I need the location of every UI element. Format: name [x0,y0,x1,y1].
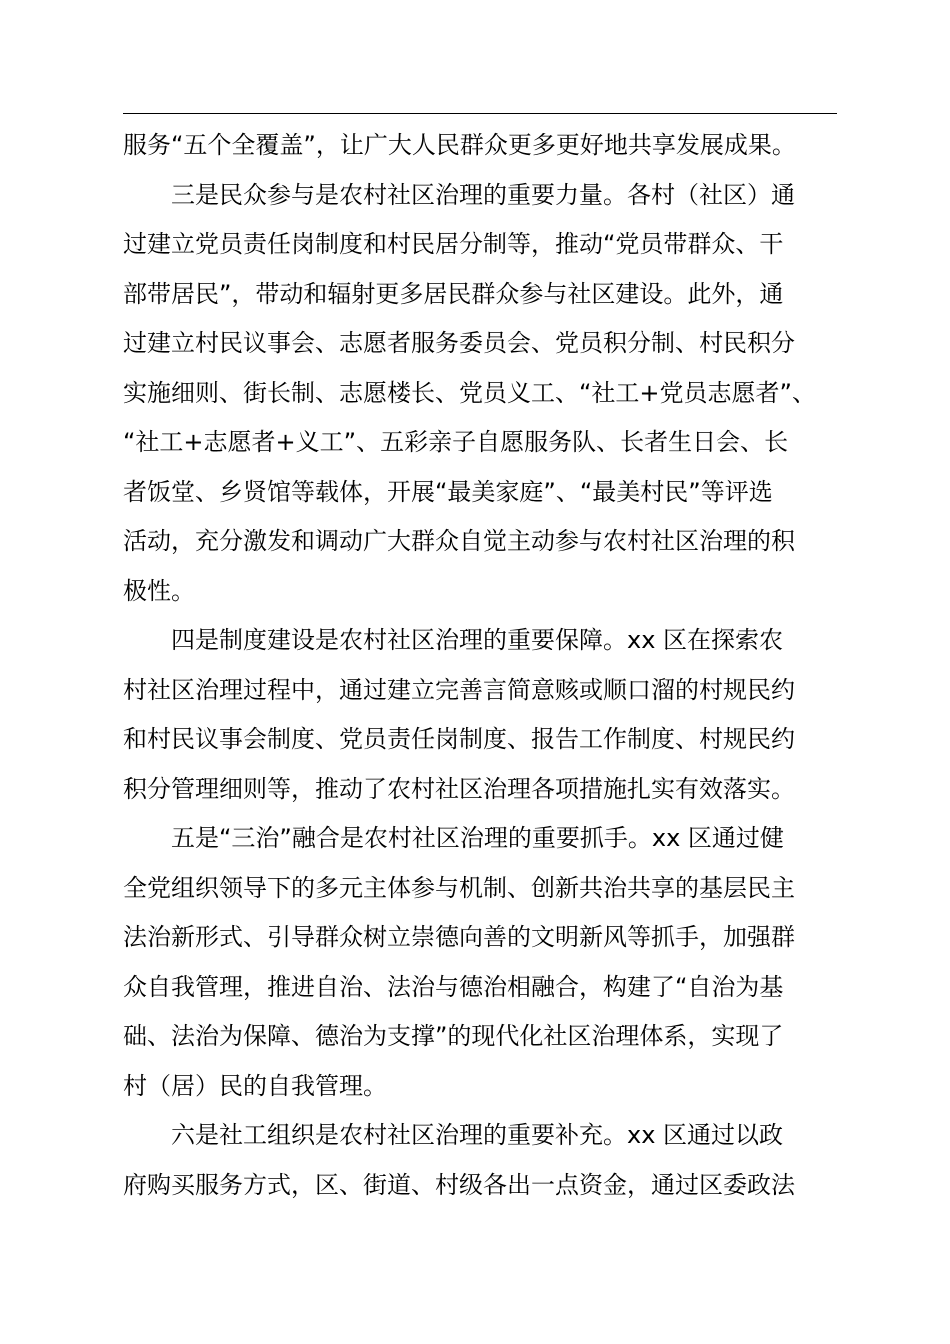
text-line: 六是社工组织是农村社区治理的重要补充。xx 区通过以政 [171,1121,784,1149]
text-line: 三是民众参与是农村社区治理的重要力量。各村（社区）通 [171,180,795,209]
header-rule [123,113,837,114]
paragraph-social-work [123,1111,837,1210]
text-line: 四是制度建设是农村社区治理的重要保障。xx 区在探索农 [171,626,784,654]
text-line: 积分管理细则等，推动了农村社区治理各项措施扎实有效落实。 [123,774,795,803]
text-line: 五是“三治”融合是农村社区治理的重要抓手。xx 区通过健 [171,824,784,852]
text-line: 实施细则、街长制、志愿楼长、党员义工、“社工+党员志愿者”、 [123,378,816,407]
document-body [123,121,837,1210]
text-line: 村社区治理过程中，通过建立完善言简意赅或顺口溜的村规民约 [123,675,795,704]
text-line: “社工+志愿者+义工”、五彩亲子自愿服务队、长者生日会、长 [123,428,789,456]
text-line: 法治新形式、引导群众树立崇德向善的文明新风等抓手，加强群 [123,923,795,951]
text-line: 过建立党员责任岗制度和村民居分制等，推动“党员带群众、干 [123,230,784,258]
paragraph-system-building [123,616,837,814]
paragraph-public-participation [123,171,837,617]
text-line: 者饭堂、乡贤馆等载体，开展“最美家庭”、“最美村民”等评选 [123,477,773,506]
text-line: 全党组织领导下的多元主体参与机制、创新共治共享的基层民主 [123,873,795,902]
text-line: 和村民议事会制度、党员责任岗制度、报告工作制度、村规民约 [123,725,795,753]
text-line: 过建立村民议事会、志愿者服务委员会、党员积分制、村民积分 [123,329,795,357]
paragraph-three-governance [123,814,837,1111]
paragraph-continuation [123,121,837,171]
text-line: 活动，充分激发和调动广大群众自觉主动参与农村社区治理的积 [123,527,795,555]
text-line: 村（居）民的自我管理。 [123,1071,387,1100]
text-line: 础、法治为保障、德治为支撑”的现代化社区治理体系，实现了 [123,1022,784,1050]
text-line: 府购买服务方式，区、街道、村级各出一点资金，通过区委政法 [123,1170,795,1199]
text-line: 部带居民”，带动和辐射更多居民群众参与社区建设。此外，通 [123,279,784,308]
text-line: 众自我管理，推进自治、法治与德治相融合，构建了“自治为基 [123,972,784,1001]
text-line: 极性。 [123,576,195,605]
text-line: 服务“五个全覆盖”，让广大人民群众更多更好地共享发展成果。 [123,131,796,159]
